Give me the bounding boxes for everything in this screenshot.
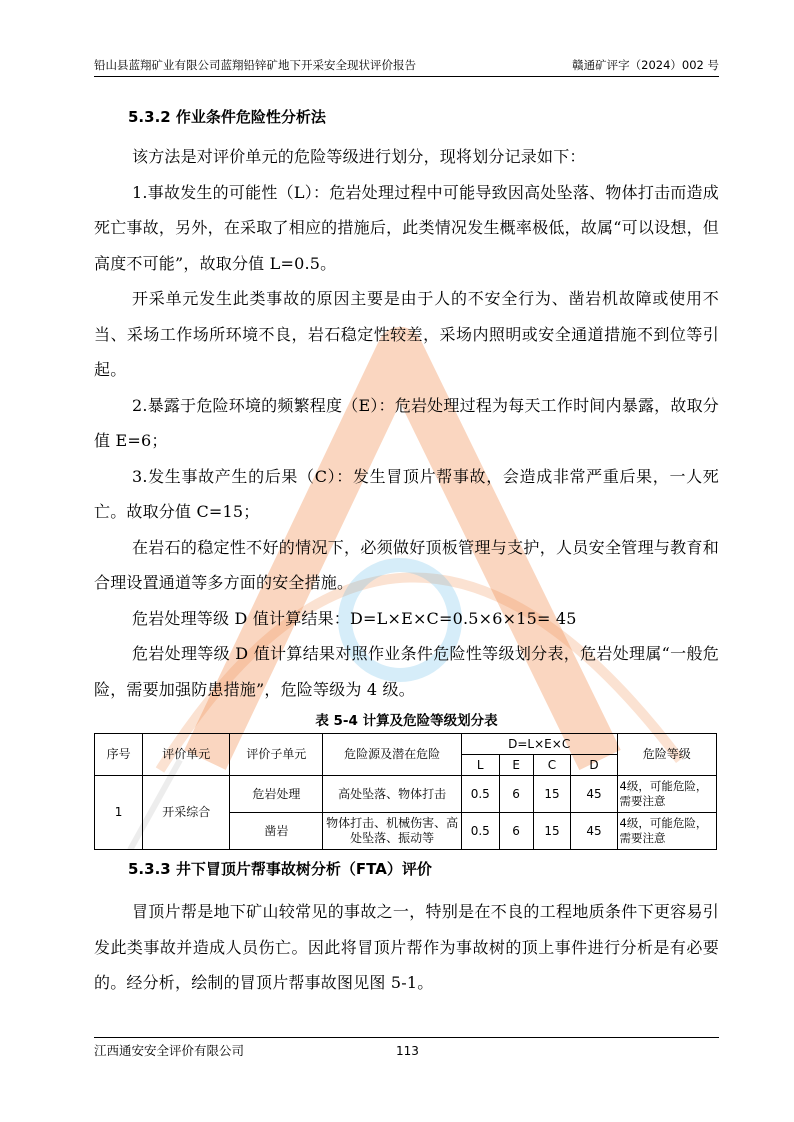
cell-subunit: 危岩处理 (230, 776, 323, 813)
page-footer (94, 1037, 719, 1058)
paragraph: 1.事故发生的可能性（L）：危岩处理过程中可能导致因高处坠落、物体打击而造成死亡事故，另外，在采取了相应的措施后，此类情况发生概率极低，故属“可以设想，但高度不可能”，故取分值 L=0.5。 (94, 182, 719, 273)
paragraph: 3.发生事故产生的后果（C）：发生冒顶片帮事故，会造成非常严重后果，一人死亡。故取分值 C=15； (94, 466, 719, 521)
header-e: E (499, 755, 533, 776)
header-c: C (533, 755, 571, 776)
cell-c: 15 (533, 776, 571, 813)
cell-d: 45 (571, 813, 617, 850)
cell-level: 4级，可能危险，需要注意 (617, 776, 716, 813)
page-content (94, 104, 719, 1001)
section-5-3-3-title: 5.3.3 井下冒顶片帮事故树分析（FTA）评价 (128, 860, 432, 878)
page-number: 113 (396, 1044, 419, 1058)
cell-seq: 1 (95, 776, 143, 850)
header-formula: D=L×E×C (461, 734, 617, 755)
cell-hazard: 高处坠落、物体打击 (323, 776, 461, 813)
header-report-title: 铅山县蓝翔矿业有限公司蓝翔铅锌矿地下开采安全现状评价报告 (94, 58, 416, 72)
header-d: D (571, 755, 617, 776)
risk-level-table (94, 733, 717, 850)
cell-l: 0.5 (461, 813, 499, 850)
footer-company-name: 江西通安安全评价有限公司 (94, 1043, 245, 1058)
paragraph: 在岩石的稳定性不好的情况下，必须做好顶板管理与支护，人员安全管理与教育和合理设置通道等多方面的安全措施。 (94, 537, 719, 592)
cell-d: 45 (571, 776, 617, 813)
cell-l: 0.5 (461, 776, 499, 813)
table-header-row (95, 734, 717, 755)
cell-e: 6 (499, 813, 533, 850)
header-report-number: 赣通矿评字（2024）002 号 (572, 58, 719, 72)
paragraph: 冒顶片帮是地下矿山较常见的事故之一，特别是在不良的工程地质条件下更容易引发此类事故并造成人员伤亡。因此将冒顶片帮作为事故树的顶上事件进行分析是有必要的。经分析，绘制的冒顶片帮事故图见图 5-1。 (94, 902, 719, 992)
cell-c: 15 (533, 813, 571, 850)
paragraph: 开采单元发生此类事故的原因主要是由于人的不安全行为、凿岩机故障或使用不当、采场工作场所环境不良，岩石稳定性较差，采场内照明或安全通道措施不到位等引起。 (94, 289, 719, 379)
header-subunit: 评价子单元 (230, 734, 323, 776)
section-5-3-2-title: 5.3.2 作业条件危险性分析法 (128, 108, 326, 126)
header-seq: 序号 (95, 734, 143, 776)
table-row (95, 776, 717, 813)
header-level: 危险等级 (617, 734, 716, 776)
cell-subunit: 凿岩 (230, 813, 323, 850)
paragraph: 2.暴露于危险环境的频繁程度（E）：危岩处理过程为每天工作时间内暴露，故取分值 E=6； (94, 395, 719, 450)
header-unit: 评价单元 (143, 734, 230, 776)
header-l: L (461, 755, 499, 776)
cell-e: 6 (499, 776, 533, 813)
cell-unit: 开采综合 (143, 776, 230, 850)
cell-level: 4级，可能危险，需要注意 (617, 813, 716, 850)
table-caption: 表 5-4 计算及危险等级划分表 (315, 713, 498, 729)
paragraph: 危岩处理等级 D 值计算结果对照作业条件危险性等级划分表，危岩处理属“一般危险，需要加强防患措施”，危险等级为 4 级。 (94, 644, 719, 699)
paragraph: 该方法是对评价单元的危险等级进行划分，现将划分记录如下： (132, 147, 586, 166)
header-hazard: 危险源及潜在危险 (323, 734, 461, 776)
page-header (94, 54, 719, 77)
paragraph: 危岩处理等级 D 值计算结果：D=L×E×C=0.5×6×15= 45 (132, 608, 577, 628)
cell-hazard: 物体打击、机械伤害、高处坠落、振动等 (323, 813, 461, 850)
